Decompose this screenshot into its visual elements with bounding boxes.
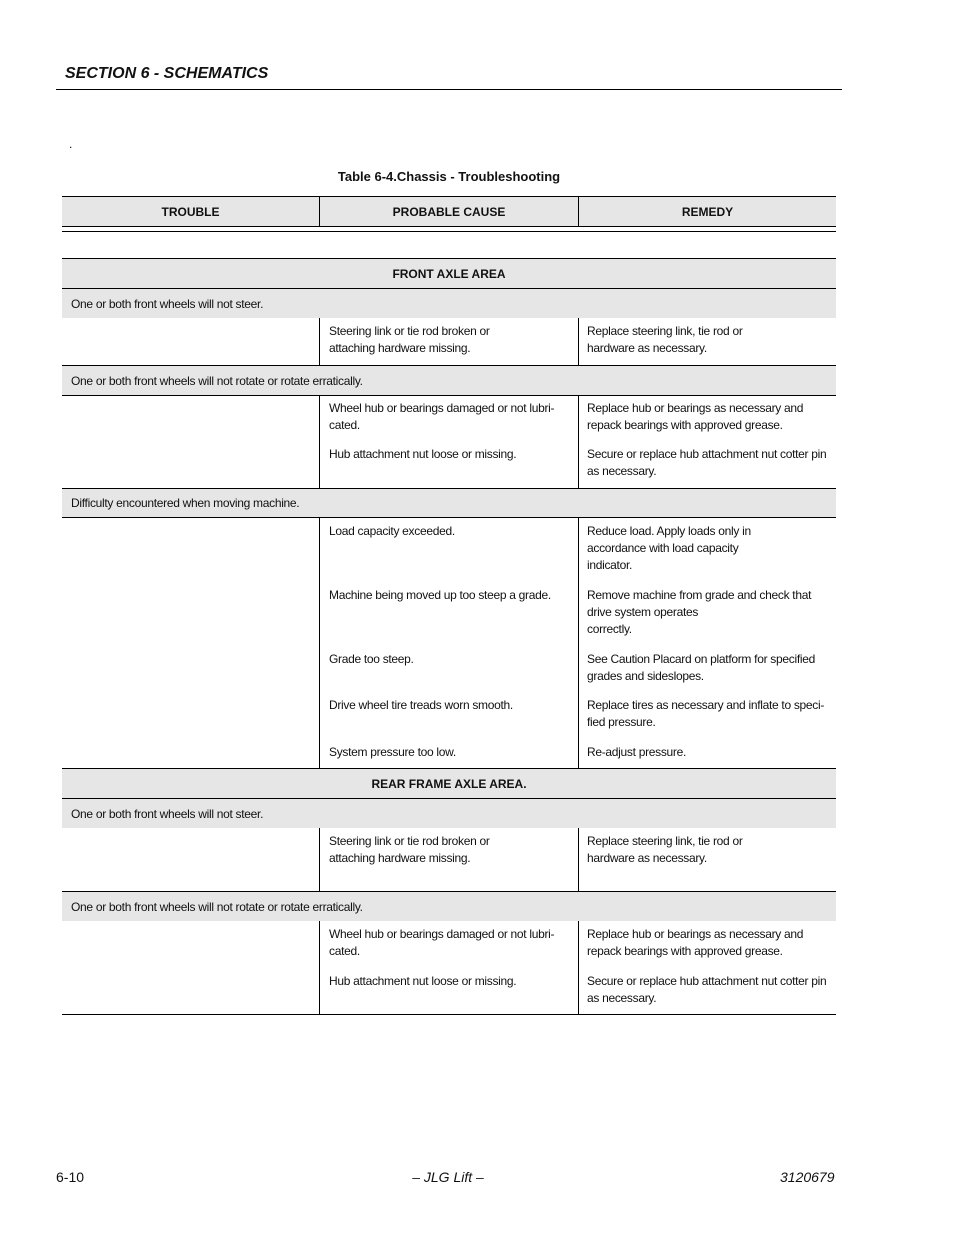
footer-publisher: – JLG Lift – (412, 1169, 484, 1185)
column-divider (578, 921, 579, 1014)
probable-cause: Hub attachment nut loose or missing. (329, 974, 517, 988)
remedy: Replace steering link, tie rod or hardware as necessary. (587, 834, 743, 865)
remedy: Reduce load. Apply loads only in accordance with load capacity indicator. (587, 524, 751, 572)
probable-cause: Load capacity exceeded. (329, 524, 455, 538)
column-divider (319, 318, 320, 365)
column-divider (578, 318, 579, 365)
probable-cause: Wheel hub or bearings damaged or not lubri- cated. (329, 401, 555, 432)
column-divider (319, 921, 320, 1014)
header-rule (56, 89, 842, 90)
probable-cause: Machine being moved up too steep a grade. (329, 588, 551, 602)
probable-cause: Grade too steep. (329, 652, 414, 666)
column-header-trouble: TROUBLE (161, 204, 220, 219)
trouble-row (62, 798, 836, 828)
column-divider (319, 518, 320, 769)
page-number: 6-10 (56, 1169, 85, 1185)
area-title: REAR FRAME AXLE AREA. (371, 776, 527, 791)
remedy: Replace steering link, tie rod or hardware as necessary. (587, 324, 743, 355)
probable-cause: Steering link or tie rod broken or attaching hardware missing. (329, 324, 490, 355)
remedy: See Caution Placard on platform for specified grades and sideslopes. (587, 652, 815, 683)
remedy: Secure or replace hub attachment nut cotter pin as necessary. (587, 974, 827, 1005)
probable-cause: Wheel hub or bearings damaged or not lubri- cated. (329, 927, 555, 958)
remedy: Re-adjust pressure. (587, 745, 687, 759)
column-divider (578, 396, 579, 489)
trouble-text: One or both front wheels will not steer. (71, 296, 264, 311)
area-title: FRONT AXLE AREA (392, 266, 506, 281)
area-heading-rear (62, 768, 836, 798)
trouble-row (62, 365, 836, 396)
column-divider (578, 518, 579, 769)
trouble-text: One or both front wheels will not rotate or rotate erratically. (71, 899, 363, 914)
cause-remedy-block (62, 318, 836, 365)
remedy: Replace hub or bearings as necessary and repack bearings with approved grease. (587, 401, 804, 432)
cause-remedy-block (62, 518, 836, 769)
table-separator-rule (62, 231, 836, 232)
column-header-remedy: REMEDY (681, 204, 734, 219)
trouble-row (62, 891, 836, 921)
column-header-cause: PROBABLE CAUSE (392, 204, 506, 219)
area-heading-front (62, 258, 836, 288)
column-divider (578, 828, 579, 891)
column-divider (319, 828, 320, 891)
trouble-row (62, 488, 836, 518)
table-header-row (62, 196, 836, 227)
trouble-text: Difficulty encountered when moving machine. (71, 496, 300, 510)
cause-remedy-block (62, 828, 836, 891)
trouble-text: One or both front wheels will not steer. (71, 806, 264, 821)
remedy: Replace hub or bearings as necessary and repack bearings with approved grease. (587, 927, 804, 958)
probable-cause: Drive wheel tire treads worn smooth. (329, 698, 513, 712)
table-caption: Table 6-4.Chassis - Troubleshooting (337, 169, 561, 184)
probable-cause: Steering link or tie rod broken or attaching hardware missing. (329, 834, 490, 865)
document-number: 3120679 (780, 1169, 835, 1185)
remedy: Secure or replace hub attachment nut cotter pin as necessary. (587, 447, 827, 478)
probable-cause: System pressure too low. (329, 745, 456, 759)
cause-remedy-block (62, 396, 836, 489)
remedy: Remove machine from grade and check that drive system operates correctly. (587, 588, 812, 636)
section-title: SECTION 6 - SCHEMATICS (65, 65, 269, 82)
probable-cause: Hub attachment nut loose or missing. (329, 447, 517, 461)
cause-remedy-block (62, 921, 836, 1015)
trouble-text: One or both front wheels will not rotate or rotate erratically. (71, 373, 363, 388)
column-divider (319, 396, 320, 489)
stray-mark: . (69, 137, 73, 151)
remedy: Replace tires as necessary and inflate to speci- fied pressure. (587, 698, 825, 729)
trouble-row (62, 288, 836, 318)
